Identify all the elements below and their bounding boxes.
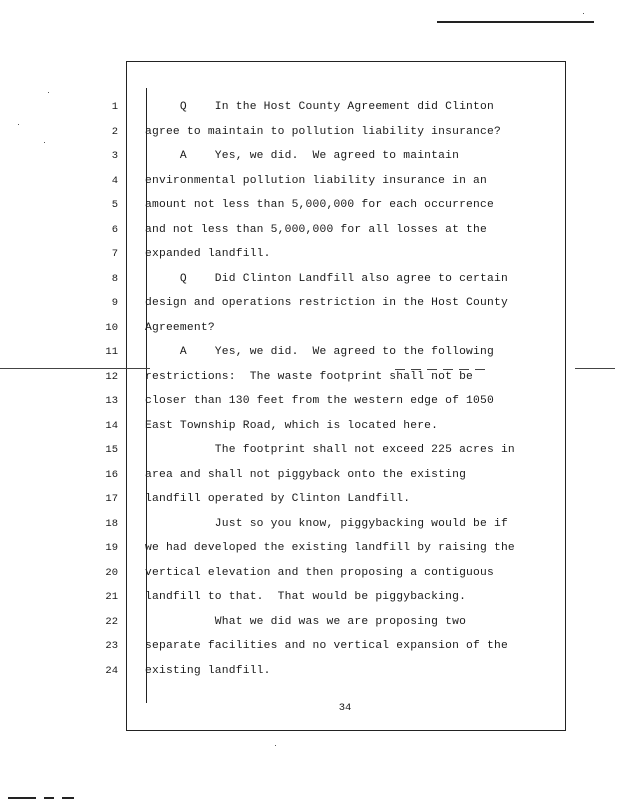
scan-speck (275, 745, 276, 746)
line-number: 11 (105, 346, 118, 358)
line-number: 23 (105, 640, 118, 652)
line-number: 24 (105, 665, 118, 677)
line-number: 17 (105, 493, 118, 505)
scan-speck (18, 124, 19, 125)
transcript-line: The footprint shall not exceed 225 acres in (145, 444, 515, 456)
line-number: 16 (105, 469, 118, 481)
transcript-line: design and operations restriction in the Host County (145, 297, 508, 309)
line-number: 21 (105, 591, 118, 603)
page-number: 34 (338, 702, 352, 714)
transcript-line: environmental pollution liability insurance in an (145, 175, 487, 187)
transcript-line: East Township Road, which is located here. (145, 420, 439, 432)
line-number: 14 (105, 420, 118, 432)
line-number: 4 (111, 175, 118, 187)
line-number: 18 (105, 518, 118, 530)
transcript-line: Q Did Clinton Landfill also agree to certain (145, 273, 508, 285)
transcript-line: existing landfill. (145, 665, 271, 677)
transcript-line: agree to maintain to pollution liability insurance? (145, 126, 501, 138)
scan-speck (44, 142, 45, 143)
line-number: 20 (105, 567, 118, 579)
transcript-line: and not less than 5,000,000 for all losses at the (145, 224, 487, 236)
transcript-line: What we did was we are proposing two (145, 616, 467, 628)
scan-speck (48, 92, 49, 93)
line-number: 6 (111, 224, 118, 236)
transcript-line: vertical elevation and then proposing a contiguous (145, 567, 494, 579)
transcript-line: area and shall not piggyback onto the existing (145, 469, 467, 481)
line-number: 10 (105, 322, 118, 334)
line-number: 22 (105, 616, 118, 628)
line-number: 19 (105, 542, 118, 554)
line-number: 15 (105, 444, 118, 456)
line-number: 9 (111, 297, 118, 309)
transcript-line: restrictions: The waste footprint shall not be (145, 371, 474, 383)
transcript-line: landfill operated by Clinton Landfill. (145, 493, 411, 505)
line-number: 8 (111, 273, 118, 285)
line-number: 12 (105, 371, 118, 383)
line-number: 7 (111, 248, 118, 260)
transcript-line: A Yes, we did. We agreed to maintain (145, 150, 460, 162)
transcript-line: Q In the Host County Agreement did Clinton (145, 101, 494, 113)
transcript-line: A Yes, we did. We agreed to the following (145, 346, 494, 358)
page-border-top (126, 61, 566, 62)
scan-crease-right (575, 368, 615, 369)
line-number: 2 (111, 126, 118, 138)
page-border-right (565, 61, 566, 731)
transcript-line: amount not less than 5,000,000 for each occurrence (145, 199, 494, 211)
line-number: 3 (111, 150, 118, 162)
bottom-scan-dashes (8, 797, 74, 799)
line-number: 13 (105, 395, 118, 407)
transcript-line: Just so you know, piggybacking would be if (145, 518, 508, 530)
line-number: 5 (111, 199, 118, 211)
page-border-bottom (126, 730, 566, 731)
page-border-left (126, 61, 127, 731)
scan-speck (583, 13, 584, 14)
transcript-line: closer than 130 feet from the western edge of 1050 (145, 395, 494, 407)
line-number: 1 (111, 101, 118, 113)
transcript-line: landfill to that. That would be piggybacking. (145, 591, 467, 603)
transcript-line: expanded landfill. (145, 248, 271, 260)
top-scan-rule (437, 21, 594, 23)
transcript-line: we had developed the existing landfill by raising the (145, 542, 515, 554)
scan-crease-left (0, 368, 150, 369)
transcript-line: Agreement? (145, 322, 215, 334)
transcript-line: separate facilities and no vertical expansion of the (145, 640, 508, 652)
